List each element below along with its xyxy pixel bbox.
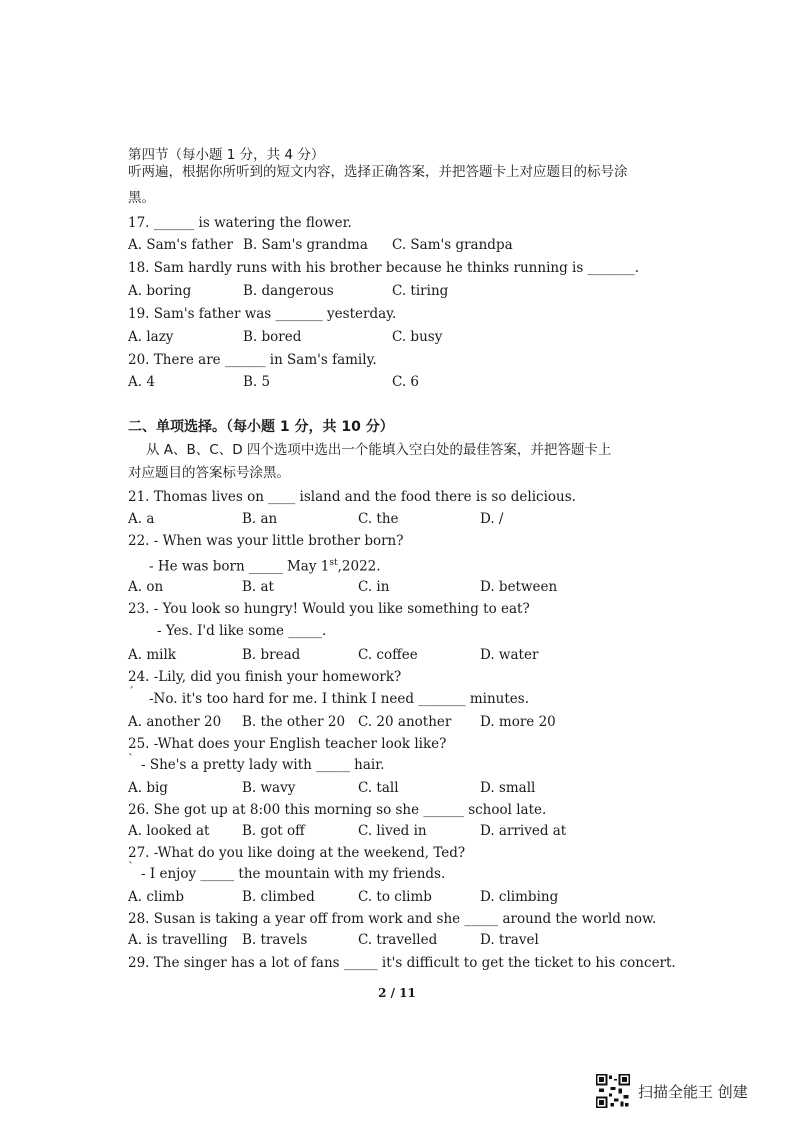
- question-23-option-c: C. coffee: [358, 647, 418, 663]
- question-24-option-d: D. more 20: [480, 714, 556, 730]
- question-21-option-c: C. the: [358, 511, 399, 527]
- question-22-reply-year: ,2022.: [337, 558, 381, 575]
- question-22-option-b: B. at: [242, 579, 274, 595]
- page-number: 2 / 11: [378, 986, 416, 1000]
- question-25-reply: - She's a pretty lady with _____ hair.: [141, 757, 385, 773]
- question-28-stem: 28. Susan is taking a year off from work and she _____ around the world now.: [128, 911, 657, 927]
- question-22-reply-sup: st: [329, 558, 338, 568]
- question-18-option-a: A. boring: [128, 283, 192, 299]
- question-23-stem: 23. - You look so hungry! Would you like something to eat?: [128, 601, 530, 617]
- question-27-option-d: D. climbing: [480, 889, 559, 905]
- question-29-stem: 29. The singer has a lot of fans _____ it's difficult to get the ticket to his concert.: [128, 955, 676, 971]
- question-24-option-a: A. another 20: [128, 714, 222, 730]
- question-19-option-a: A. lazy: [128, 329, 174, 345]
- part2-heading: 二、单项选择。（每小题 1 分，共 10 分）: [128, 419, 394, 435]
- question-22-option-c: C. in: [358, 579, 390, 595]
- question-27-option-c: C. to climb: [358, 889, 432, 905]
- question-26-stem: 26. She got up at 8:00 this morning so she ______ school late.: [128, 802, 547, 818]
- question-24-option-c: C. 20 another: [358, 714, 452, 730]
- question-27-stem: 27. -What do you like doing at the weekend, Ted?: [128, 845, 466, 861]
- question-22-option-d: D. between: [480, 579, 558, 595]
- question-28-option-c: C. travelled: [358, 932, 438, 948]
- question-27-option-b: B. climbed: [242, 889, 315, 905]
- question-25-option-b: B. wavy: [242, 780, 296, 796]
- question-20-option-c: C. 6: [392, 374, 420, 390]
- question-25-option-d: D. small: [480, 780, 536, 796]
- question-19-stem: 19. Sam's father was _______ yesterday.: [128, 306, 397, 322]
- question-24-option-b: B. the other 20: [242, 714, 346, 730]
- question-26-option-b: B. got off: [242, 823, 305, 839]
- question-23-option-a: A. milk: [128, 647, 176, 663]
- stray-mark: ˋ: [128, 860, 134, 874]
- question-26-option-c: C. lived in: [358, 823, 427, 839]
- question-23-reply: - Yes. I'd like some _____.: [157, 623, 327, 639]
- question-20-stem: 20. There are ______ in Sam's family.: [128, 352, 377, 368]
- stray-mark: ˊ: [128, 685, 134, 699]
- scanner-watermark: [596, 1074, 748, 1108]
- question-26-option-a: A. looked at: [128, 823, 210, 839]
- section4-heading: 第四节（每小题 1 分，共 4 分）: [128, 147, 325, 163]
- qr-code-icon: [596, 1074, 630, 1108]
- question-22-reply-text: - He was born _____ May 1: [149, 558, 330, 575]
- question-19-option-b: B. bored: [243, 329, 302, 345]
- question-17-stem: 17. ______ is watering the flower.: [128, 215, 352, 231]
- question-22-option-a: A. on: [128, 579, 164, 595]
- question-25-option-a: A. big: [128, 780, 168, 796]
- question-27-reply: - I enjoy _____ the mountain with my friends.: [141, 866, 446, 882]
- section4-instruction: 听两遍，根据你所听到的短文内容，选择正确答案，并把答题卡上对应题目的标号涂: [128, 164, 628, 180]
- question-28-option-a: A. is travelling: [128, 932, 228, 948]
- question-17-option-b: B. Sam's grandma: [243, 237, 368, 253]
- question-27-option-a: A. climb: [128, 889, 184, 905]
- question-19-option-c: C. busy: [392, 329, 443, 345]
- question-22-stem: 22. - When was your little brother born?: [128, 533, 404, 549]
- question-21-option-b: B. an: [242, 511, 278, 527]
- stray-mark: ˋ: [128, 752, 134, 766]
- question-18-option-c: C. tiring: [392, 283, 449, 299]
- question-18-stem: 18. Sam hardly runs with his brother because he thinks running is _______.: [128, 260, 640, 276]
- question-18-option-b: B. dangerous: [243, 283, 334, 299]
- question-28-option-b: B. travels: [242, 932, 308, 948]
- question-23-option-d: D. water: [480, 647, 539, 663]
- part2-instruction-cont: 对应题目的答案标号涂黑。: [128, 465, 290, 481]
- part2-instruction: 从 A、B、C、D 四个选项中选出一个能填入空白处的最佳答案，并把答题卡上: [146, 442, 612, 458]
- question-21-stem: 21. Thomas lives on ____ island and the food there is so delicious.: [128, 489, 576, 505]
- question-21-option-d: D. /: [480, 511, 504, 527]
- question-17-option-a: A. Sam's father: [128, 237, 233, 253]
- question-25-stem: 25. -What does your English teacher look like?: [128, 736, 447, 752]
- question-22-reply: [149, 554, 381, 576]
- question-24-stem: 24. -Lily, did you finish your homework?: [128, 669, 402, 685]
- section4-instruction-cont: 黑。: [128, 190, 155, 206]
- question-17-option-c: C. Sam's grandpa: [392, 237, 513, 253]
- question-23-option-b: B. bread: [242, 647, 301, 663]
- question-20-option-b: B. 5: [243, 374, 271, 390]
- question-24-reply: -No. it's too hard for me. I think I need _______ minutes.: [149, 691, 530, 707]
- question-21-option-a: A. a: [128, 511, 155, 527]
- question-25-option-c: C. tall: [358, 780, 399, 796]
- watermark-text: 扫描全能王 创建: [638, 1082, 748, 1101]
- question-28-option-d: D. travel: [480, 932, 539, 948]
- question-20-option-a: A. 4: [128, 374, 155, 390]
- question-26-option-d: D. arrived at: [480, 823, 567, 839]
